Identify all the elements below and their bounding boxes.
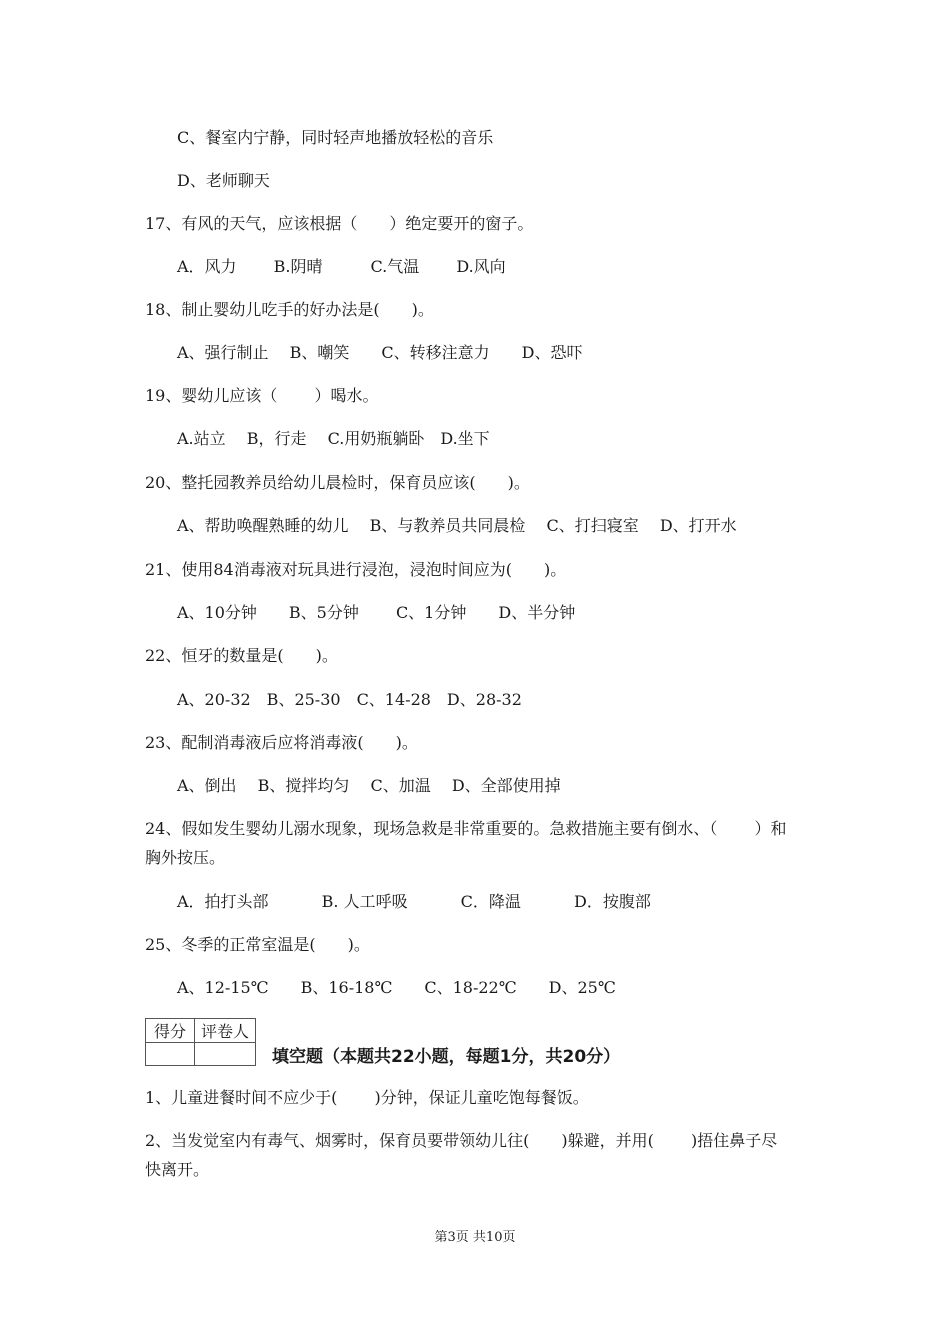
question-line: 19、婴幼儿应该（ ）喝水。 bbox=[145, 386, 379, 405]
page-footer: 第3页 共10页 bbox=[434, 1230, 516, 1245]
score-header: 得分 bbox=[146, 1019, 195, 1043]
question-line: 18、制止婴幼儿吃手的好办法是( )。 bbox=[145, 300, 434, 319]
option-line: D、老师聊天 bbox=[177, 171, 270, 190]
option-line: A．拍打头部 B. 人工呼吸 C．降温 D．按腹部 bbox=[177, 892, 651, 911]
option-line: A、强行制止 B、嘲笑 C、转移注意力 D、恐吓 bbox=[177, 343, 583, 362]
fill-question-2-line2: 快离开。 bbox=[145, 1160, 210, 1179]
option-line: A、10分钟 B、5分钟 C、1分钟 D、半分钟 bbox=[177, 603, 576, 622]
question-line: 20、整托园教养员给幼儿晨检时，保育员应该( )。 bbox=[145, 473, 530, 492]
fill-question-1: 1、儿童进餐时间不应少于( )分钟，保证儿童吃饱每餐饭。 bbox=[145, 1088, 589, 1107]
option-line: A、20-32 B、25-30 C、14-28 D、28-32 bbox=[177, 690, 522, 709]
question-line: 21、使用84消毒液对玩具进行浸泡，浸泡时间应为( )。 bbox=[145, 560, 567, 579]
question-line: 17、有风的天气，应该根据（ ）绝定要开的窗子。 bbox=[145, 214, 534, 233]
option-line: A．风力 B.阴晴 C.气温 D.风向 bbox=[177, 257, 506, 276]
option-line: C、餐室内宁静，同时轻声地播放轻松的音乐 bbox=[177, 128, 494, 147]
option-line: A、12-15℃ B、16-18℃ C、18-22℃ D、25℃ bbox=[177, 978, 616, 997]
option-line: A.站立 B，行走 C.用奶瓶躺卧 D.坐下 bbox=[177, 429, 490, 448]
score-table bbox=[145, 1018, 256, 1066]
question-line: 23、配制消毒液后应将消毒液( )。 bbox=[145, 733, 418, 752]
grader-header: 评卷人 bbox=[195, 1019, 256, 1043]
option-line: A、倒出 B、搅拌均匀 C、加温 D、全部使用掉 bbox=[177, 776, 561, 795]
option-line: A、帮助唤醒熟睡的幼儿 B、与教养员共同晨检 C、打扫寝室 D、打开水 bbox=[177, 516, 737, 535]
question-line: 25、冬季的正常室温是( )。 bbox=[145, 935, 370, 954]
section-title: 填空题（本题共22小题，每题1分，共20分） bbox=[272, 1047, 621, 1067]
question-24-line1: 24、假如发生婴幼儿溺水现象，现场急救是非常重要的。急救措施主要有倒水、（ ）和 bbox=[145, 819, 787, 838]
grader-cell bbox=[195, 1043, 256, 1066]
score-cell bbox=[146, 1043, 195, 1066]
question-line: 22、恒牙的数量是( )。 bbox=[145, 646, 338, 665]
fill-question-2-line1: 2、当发觉室内有毒气、烟雾时，保育员要带领幼儿往( )躲避，并用( )捂住鼻子尽 bbox=[145, 1131, 778, 1150]
question-24-line2: 胸外按压。 bbox=[145, 848, 226, 867]
